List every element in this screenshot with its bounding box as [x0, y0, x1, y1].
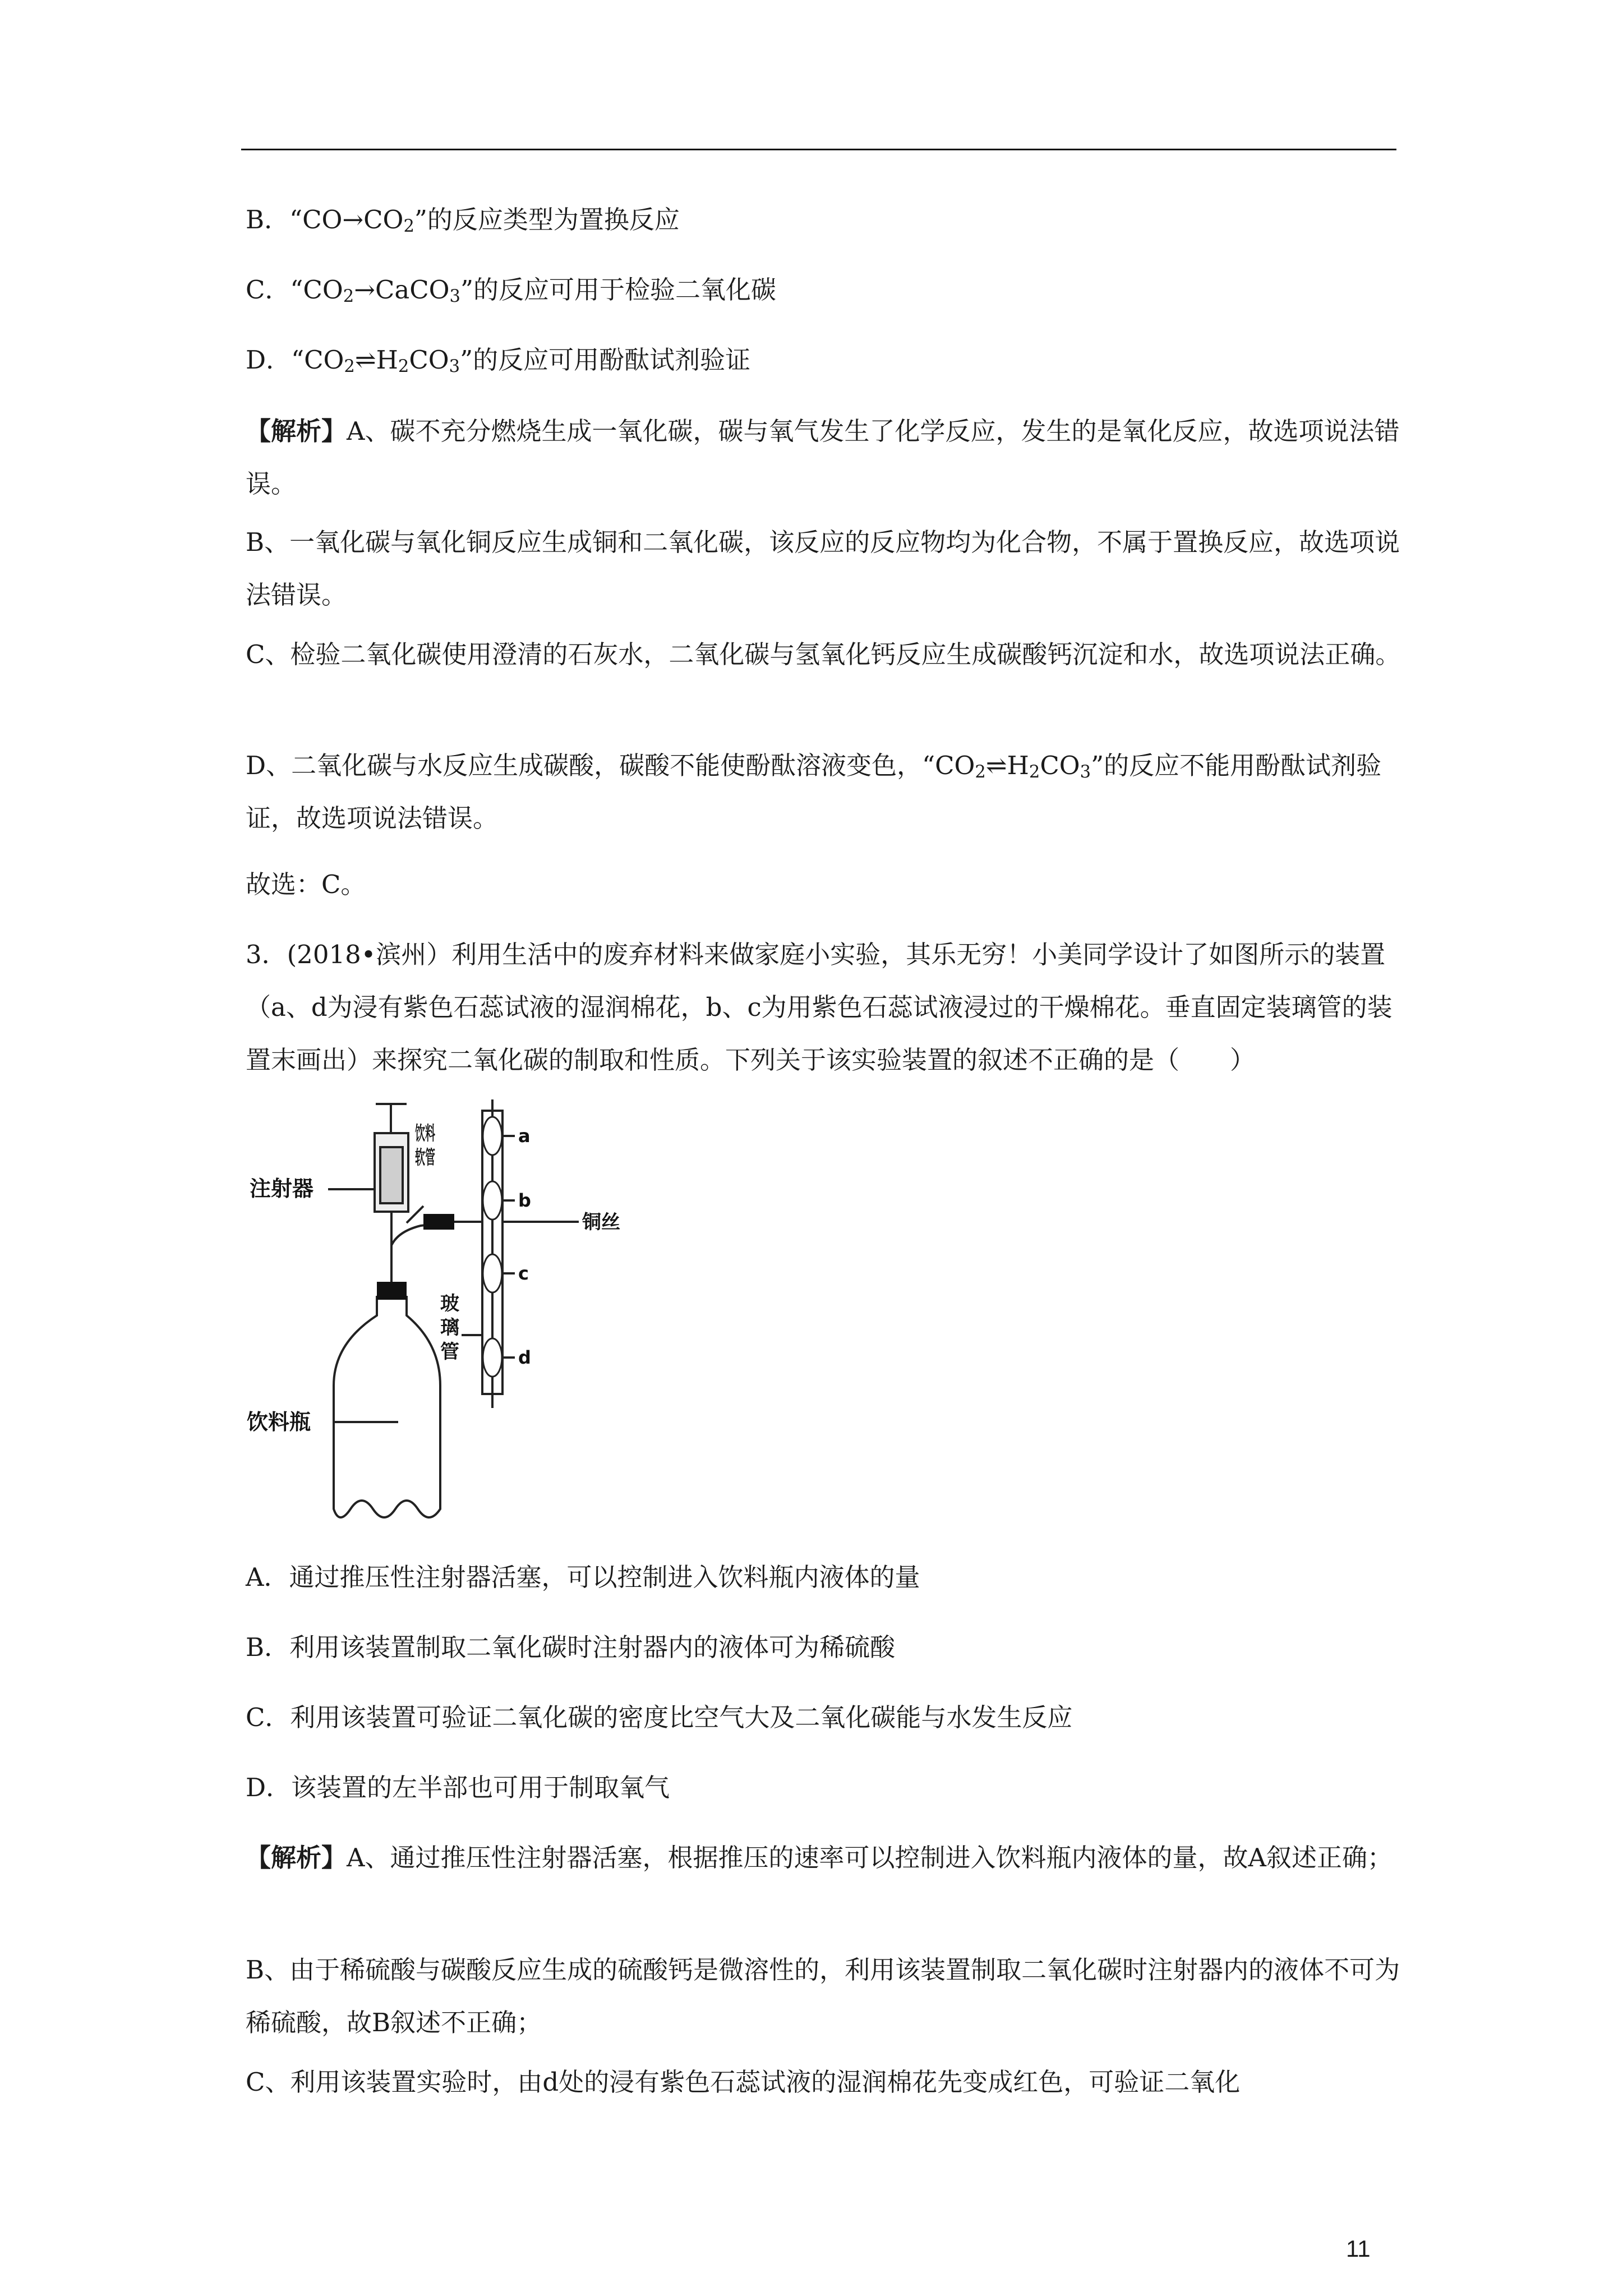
label-syringe: 注射器 [250, 1176, 314, 1201]
label-d: d [518, 1347, 531, 1368]
q3-option-b: B．利用该装置制取二氧化碳时注射器内的液体可为稀硫酸 [246, 1632, 896, 1662]
label-a: a [518, 1125, 531, 1147]
q3-analysis-a: 【解析】A、通过推压性注射器活塞，根据推压的速率可以控制进入饮料瓶内液体的量，故A叙述正确； [246, 1843, 1393, 1872]
q3-option-d: D．该装置的左半部也可用于制取氧气 [246, 1773, 670, 1802]
arrow-icon: → [342, 205, 364, 234]
equilibrium-arrow-icon: ⇌ [985, 751, 1007, 780]
q2-option-d: D．“$CO_2\rightleftharpoons H_2CO_3$”的反应可用酚酞试剂验证 [246, 345, 751, 377]
equilibrium-arrow-icon: ⇌ [354, 345, 376, 375]
label-tube: 饮料软管 [415, 1122, 453, 1169]
q2-analysis-d: D、二氧化碳与水反应生成碳酸，碳酸不能使酚酞溶液变色，“$CO_2\rightleftharpoons H_2CO_3$”的反应不能用酚酞试剂验证，故选项说法错误。 [246, 751, 1382, 833]
q3-analysis-b: B、由于稀硫酸与碳酸反应生成的硫酸钙是微溶性的，利用该装置制取二氧化碳时注射器内的液体不可为稀硫酸，故B叙述不正确； [246, 1955, 1400, 2037]
q2-analysis-b: B、一氧化碳与氧化铜反应生成铜和二氧化碳，该反应的反应物均为化合物，不属于置换反应，故选项说法错误。 [246, 527, 1400, 610]
label-b: b [518, 1190, 531, 1211]
header-rule [241, 149, 1396, 150]
q3-option-c: C．利用该装置可验证二氧化碳的密度比空气大及二氧化碳能与水发生反应 [246, 1703, 1073, 1732]
q2-option-b: B．“$CO\to CO_2$”的反应类型为置换反应 [246, 205, 680, 237]
q2-analysis-a: 【解析】A、碳不充分燃烧生成一氧化碳，碳与氧气发生了化学反应，发生的是氧化反应，故选项说法错误。 [246, 416, 1400, 499]
apparatus-figure [247, 1094, 673, 1531]
label-copper: 铜丝 [582, 1211, 620, 1234]
q2-analysis-c: C、检验二氧化碳使用澄清的石灰水，二氧化碳与氢氧化钙反应生成碳酸钙沉淀和水，故选项说法正确。 [246, 639, 1401, 669]
page-number: 11 [1346, 2235, 1371, 2262]
q2-option-c: C．“$CO_2\to CaCO_3$”的反应可用于检验二氧化碳 [246, 275, 777, 307]
arrow-icon: → [354, 275, 375, 305]
q3-analysis-c: C、利用该装置实验时，由d处的浸有紫色石蕊试液的湿润棉花先变成红色，可验证二氧化 [246, 2067, 1241, 2097]
q3-stem: 3．(2018•滨州）利用生活中的废弃材料来做家庭小实验，其乐无穷！小美同学设计了如图所示的装置（a、d为浸有紫色石蕊试液的湿润棉花，b、c为用紫色石蕊试液浸过的干燥棉花。垂直固定装璃管的装置末画出）来探究二氧化碳的制取和性质。下列关于该实验装置的叙述不正确的是（ ） [246, 940, 1393, 1075]
q2-answer: 故选：C。 [246, 869, 366, 899]
q3-option-a: A．通过推压性注射器活塞，可以控制进入饮料瓶内液体的量 [246, 1562, 920, 1592]
label-bottle: 饮料瓶 [247, 1410, 311, 1434]
label-c: c [518, 1263, 529, 1284]
label-glass: 玻璃管 [440, 1292, 459, 1363]
